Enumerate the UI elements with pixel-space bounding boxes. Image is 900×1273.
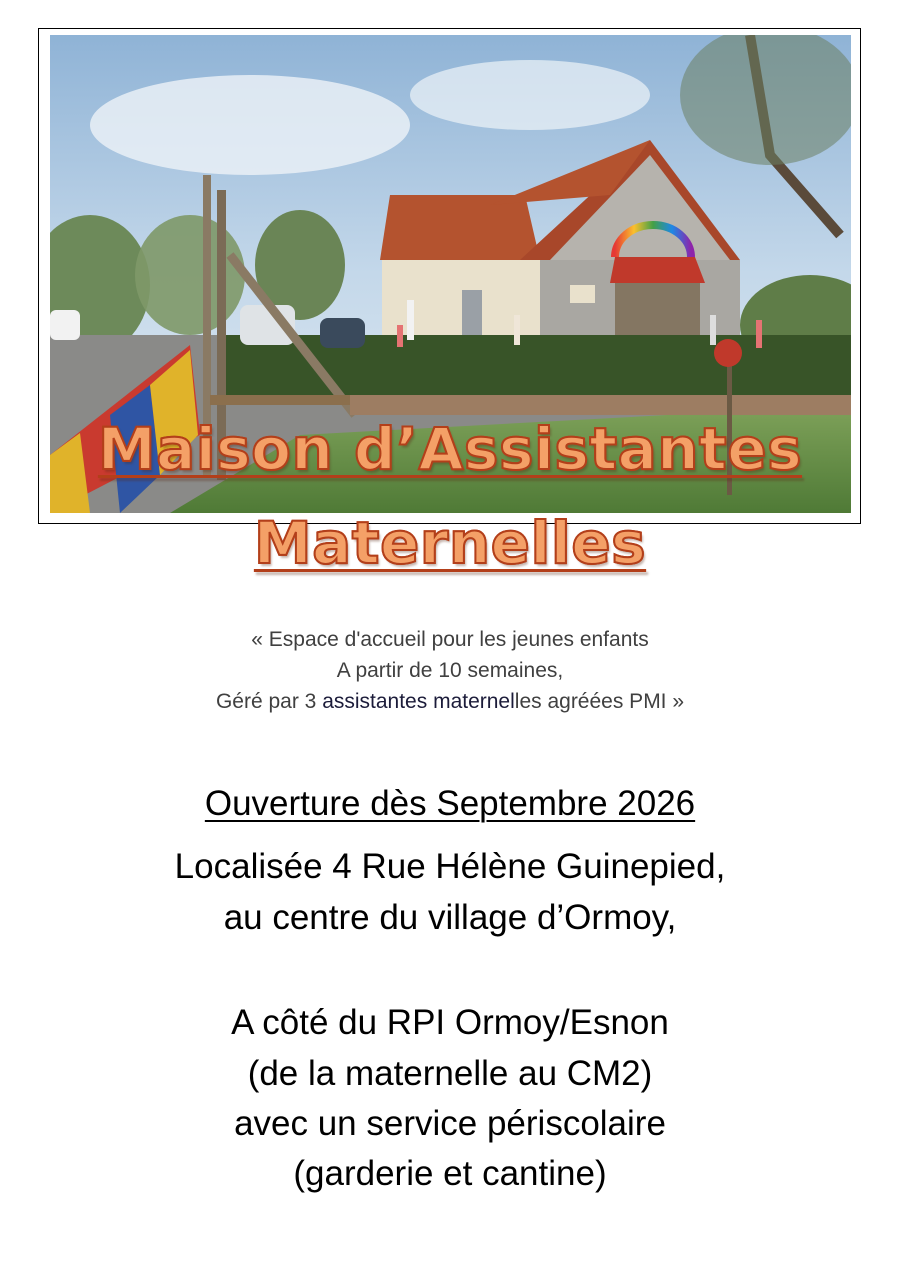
title-line-1 [0,415,900,483]
subtitle-line-2: A partir de 10 semaines, [336,659,564,682]
nearby-line-3: avec un service périscolaire [234,1104,666,1143]
location-line-2: au centre du village d’Ormoy, [223,898,677,937]
subtitle-line-3-prefix: Géré par 3 [215,690,323,713]
title-line-1-text: Maison d’Assistantes [97,415,803,483]
nearby-line-1: A côté du RPI Ormoy/Esnon [231,1003,669,1042]
title-line-2 [0,509,900,577]
subtitle-line-3 [0,686,900,717]
opening-date: Ouverture dès Septembre 2026 [204,784,696,823]
subtitle-line-1: « Espace d'accueil pour les jeunes enfants [251,628,649,651]
nearby-line-2: (de la maternelle au CM2) [247,1054,653,1093]
subtitle-line-3-suffix: les agréées PMI » [514,690,685,713]
subtitle-line-3-highlight: assistantes maternel [322,690,515,713]
location-line-1: Localisée 4 Rue Hélène Guinepied, [174,847,726,886]
title-line-2-text: Maternelles [253,509,647,577]
nearby-line-4: (garderie et cantine) [293,1154,607,1193]
